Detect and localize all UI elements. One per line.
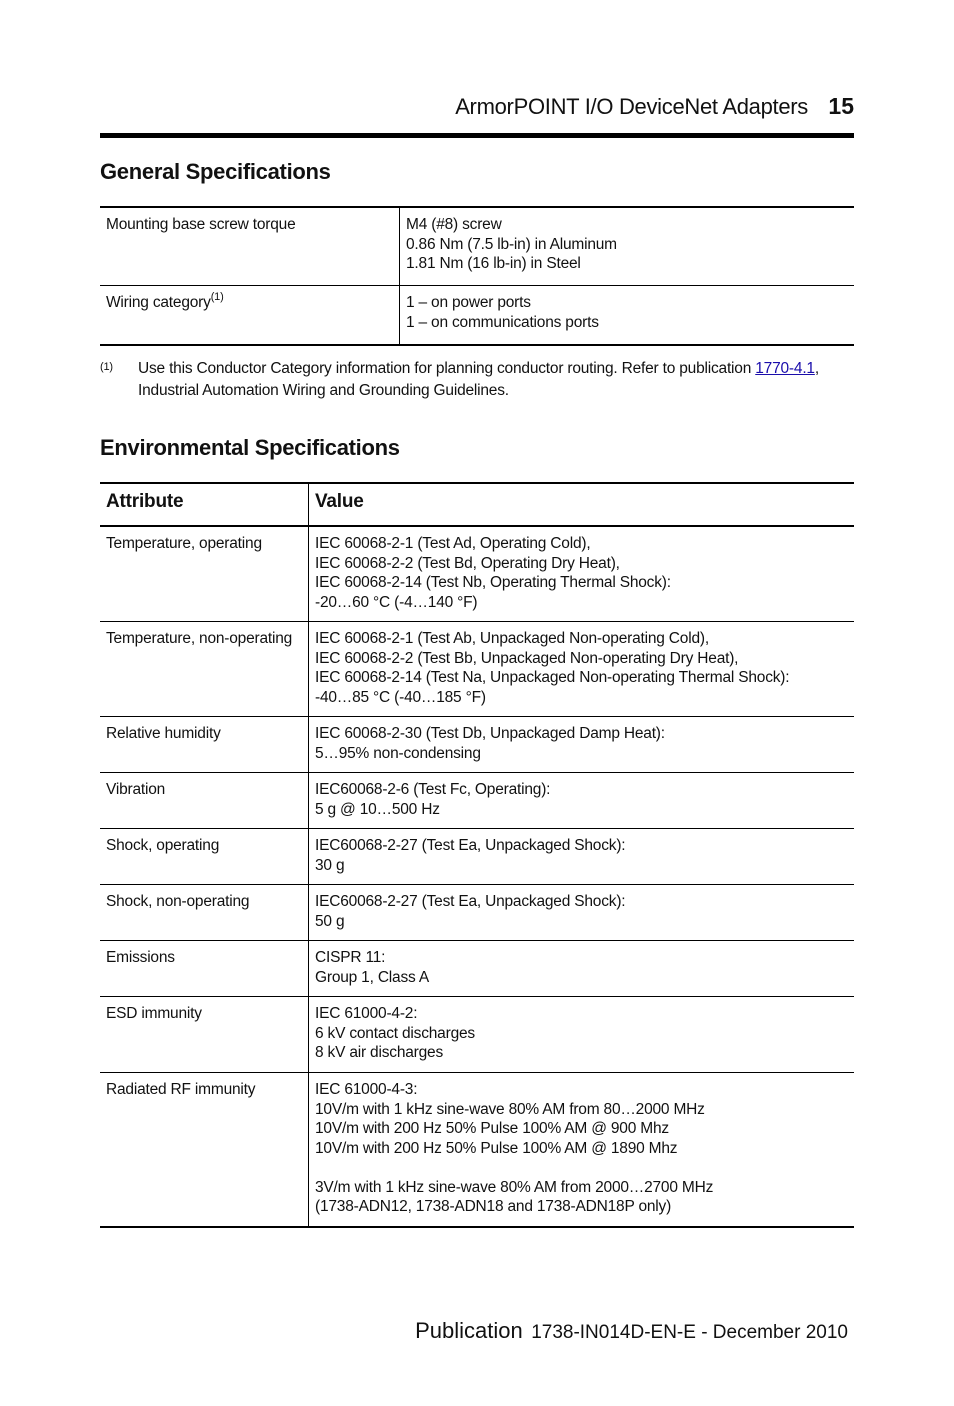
- value-cell: [309, 829, 855, 885]
- table-row: [100, 286, 854, 346]
- value-line: IEC 60068-2-2 (Test Bd, Operating Dry Heat),: [315, 554, 620, 572]
- table-row: [100, 717, 854, 773]
- footnote: [100, 358, 860, 402]
- value-cell: [309, 526, 855, 622]
- value-cell: [309, 773, 855, 829]
- table-header-row: [100, 483, 854, 526]
- value-cell: 1 – on power ports 1 – on communications ports: [400, 286, 855, 346]
- value-line: IEC 61000-4-2:: [315, 1005, 418, 1022]
- column-header-attribute: Attribute: [100, 483, 309, 526]
- value-line: IEC60068-2-6 (Test Fc, Operating):: [315, 781, 551, 798]
- value-line: Group 1, Class A: [315, 968, 429, 986]
- publication-label: Publication: [415, 1318, 523, 1343]
- value-line: 8 kV air discharges: [315, 1044, 444, 1061]
- value-line: IEC 60068-2-2 (Test Bb, Unpackaged Non-operating Dry Heat),: [315, 649, 739, 667]
- value-cell: [309, 997, 855, 1073]
- value-line: IEC 60068-2-30 (Test Db, Unpackaged Damp Heat):: [315, 725, 665, 742]
- value-line: CISPR 11:: [315, 949, 386, 966]
- value-line: 5 g @ 10…500 Hz: [315, 800, 440, 818]
- table-row: [100, 885, 854, 941]
- attribute-cell: Radiated RF immunity: [100, 1073, 309, 1227]
- environmental-specifications-table: [100, 482, 854, 1228]
- footnote-reference[interactable]: (1): [210, 290, 224, 303]
- table-row: [100, 941, 854, 997]
- attribute-cell: Relative humidity: [100, 717, 309, 773]
- running-title: ArmorPOINT I/O DeviceNet Adapters: [455, 94, 808, 119]
- page-number: 15: [828, 93, 854, 119]
- value-cell: [309, 1073, 855, 1227]
- value-line: 30 g: [315, 856, 345, 874]
- table-row: [100, 773, 854, 829]
- value-line: IEC 60068-2-14 (Test Nb, Operating Thermal Shock):: [315, 574, 671, 591]
- value-line: IEC 60068-2-14 (Test Na, Unpackaged Non-operating Thermal Shock):: [315, 669, 790, 686]
- footnote-mark: (1): [100, 361, 113, 373]
- footnote-text: Use this Conductor Category information for planning conductor routing. Refer to publication 1770-4.1, Industrial Automation Wiring and Grounding Guidelines.: [138, 360, 819, 399]
- value-line: 50 g: [315, 912, 345, 930]
- blank-line: [315, 1158, 848, 1178]
- value-cell: [309, 622, 855, 717]
- value-line: 3V/m with 1 kHz sine-wave 80% AM from 2000…2700 MHz: [315, 1178, 714, 1196]
- attribute-cell: ESD immunity: [100, 997, 309, 1073]
- publication-footer: [415, 1318, 848, 1344]
- value-line: 6 kV contact discharges: [315, 1024, 475, 1042]
- value-line: -20…60 °C (-4…140 °F): [315, 593, 478, 611]
- page-header: [100, 92, 854, 126]
- table-row: [100, 207, 854, 286]
- table-row: [100, 1073, 854, 1227]
- value-line: IEC60068-2-27 (Test Ea, Unpackaged Shock):: [315, 893, 626, 910]
- table-row: [100, 997, 854, 1073]
- environmental-specifications-heading: Environmental Specifications: [100, 435, 400, 460]
- header-rule: [100, 133, 854, 138]
- value-line: 10V/m with 1 kHz sine-wave 80% AM from 80…2000 MHz: [315, 1100, 705, 1118]
- attribute-cell: Temperature, operating: [106, 535, 262, 552]
- attribute-cell: Vibration: [100, 773, 309, 829]
- value-line: -40…85 °C (-40…185 °F): [315, 688, 486, 706]
- attribute-cell: Shock, operating: [100, 829, 309, 885]
- value-line: IEC 61000-4-3:: [315, 1081, 418, 1098]
- value-line: IEC 60068-2-1 (Test Ab, Unpackaged Non-operating Cold),: [315, 630, 709, 647]
- value-line: (1738-ADN12, 1738-ADN18 and 1738-ADN18P only): [315, 1198, 672, 1215]
- table-row: [100, 829, 854, 885]
- attribute-cell: Wiring category$^{(1)}$: [100, 286, 400, 346]
- value-cell: [309, 717, 855, 773]
- value-cell: [309, 885, 855, 941]
- column-header-value: Value: [309, 483, 855, 526]
- attribute-cell: Emissions: [100, 941, 309, 997]
- attribute-cell: Mounting base screw torque: [106, 216, 296, 233]
- value-line: 10V/m with 200 Hz 50% Pulse 100% AM @ 900 Mhz: [315, 1120, 669, 1137]
- publication-link[interactable]: 1770-4.1: [755, 360, 815, 377]
- table-row: [100, 526, 854, 622]
- general-specifications-table: [100, 206, 854, 346]
- value-cell: [309, 941, 855, 997]
- value-line: IEC 60068-2-1 (Test Ad, Operating Cold),: [315, 535, 591, 552]
- publication-number: 1738-IN014D-EN-E - December 2010: [531, 1322, 848, 1343]
- value-cell: M4 (#8) screw 0.86 Nm (7.5 lb-in) in Aluminum 1.81 Nm (16 lb-in) in Steel: [400, 207, 855, 286]
- value-line: 10V/m with 200 Hz 50% Pulse 100% AM @ 1890 Mhz: [315, 1139, 678, 1157]
- environmental-table-body: [100, 526, 854, 1227]
- attribute-cell: Shock, non-operating: [100, 885, 309, 941]
- table-row: [100, 622, 854, 717]
- general-specifications-heading: General Specifications: [100, 159, 331, 184]
- attribute-cell: Temperature, non-operating: [100, 622, 309, 717]
- value-line: IEC60068-2-27 (Test Ea, Unpackaged Shock):: [315, 837, 626, 854]
- value-line: 5…95% non-condensing: [315, 744, 481, 762]
